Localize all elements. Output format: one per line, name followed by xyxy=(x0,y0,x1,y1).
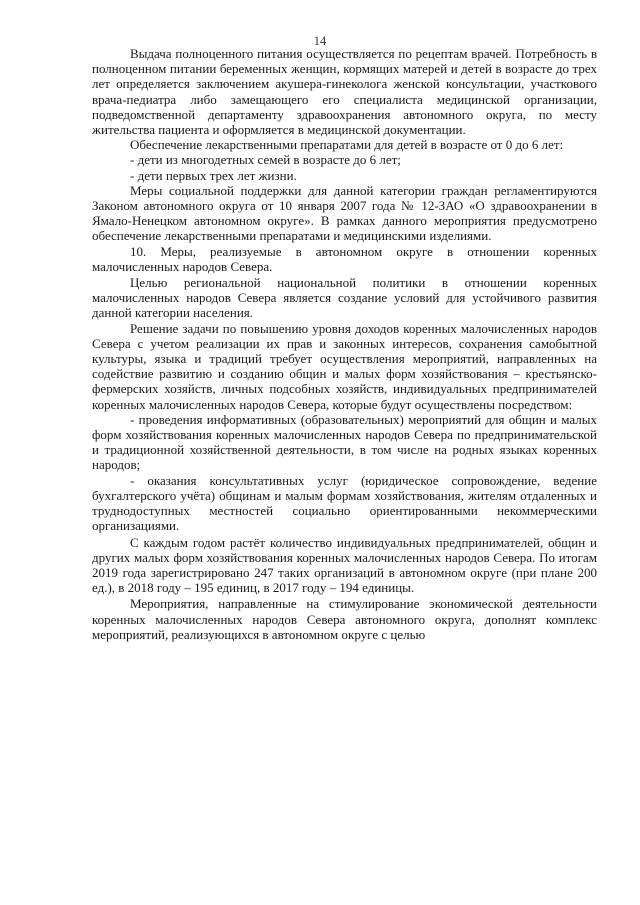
list-item-consulting-services: - оказания консультативных услуг (юридическое сопровождение, ведение бухгалтерского учёта) общинам и малым формам хозяйствования, жителям отдаленных и труднодоступных местностей социально ориентированными некоммерческими организациями. xyxy=(92,472,597,534)
paragraph-social-support: Меры социальной поддержки для данной категории граждан регламентируются Законом автономного округа от 10 января 2007 года № 12-ЗАО «О здравоохранении в Ямало-Ненецком автономном округе». В рамках данного мероприятия предусмотрено обеспечение лекарственными препаратами и медицинскими изделиями. xyxy=(92,182,597,244)
paragraph-policy-goal: Целью региональной национальной политики в отношении коренных малочисленных народов Севера является создание условий для устойчивого развития данной категории населения. xyxy=(92,275,597,321)
list-item-informative-events: - проведения информативных (образовательных) мероприятий для общин и малых форм хозяйствования коренных малочисленных народов Севера по предпринимательской и традиционной хозяйственной деятельности, в том числе на родных языках коренных народов; xyxy=(92,411,597,473)
list-item-large-families: - дети из многодетных семей в возрасте до 6 лет; xyxy=(130,152,401,168)
paragraph-medicines-intro: Обеспечение лекарственными препаратами для детей в возрасте от 0 до 6 лет: xyxy=(130,137,564,153)
list-item-first-three-years: - дети первых трех лет жизни. xyxy=(130,167,297,183)
section-heading-indigenous: 10. Меры, реализуемые в автономном округе в отношении коренных малочисленных народов Севера. xyxy=(92,243,597,274)
paragraph-statistics: С каждым годом растёт количество индивидуальных предпринимателей, общин и других малых форм хозяйствования коренных малочисленных народов Севера. По итогам 2019 года зарегистрировано 247 таких организаций в автономном округе (при плане 200 ед.), в 2018 году – 195 единиц, в 2017 году – 194 единицы. xyxy=(92,534,597,596)
paragraph-measures: Мероприятия, направленные на стимулирование экономической деятельности коренных малочисленных народов Севера автономного округа, дополнят комплекс мероприятий, реализующихся в автономном округе с целью xyxy=(92,596,597,642)
paragraph-nutrition: Выдача полноценного питания осуществляется по рецептам врачей. Потребность в полноценном питании беременных женщин, кормящих матерей и детей в возрасте до трех лет определяется заключением акушера-гинеколога женской консультации, участкового врача-педиатра либо замещающего его специалиста медицинской организации, подведомственной департаменту здравоохранения автономного округа, по месту жительства пациента и оформляется в медицинской документации. xyxy=(92,46,597,138)
paragraph-income-task: Решение задачи по повышению уровня доходов коренных малочисленных народов Севера с учетом реализации их прав и законных интересов, сохранения самобытной культуры, языка и традиций требует осуществления мероприятий, направленных на содействие развитию и созданию общин и малых форм хозяйствования – крестьянско-фермерских хозяйств, личных подсобных хозяйств, индивидуальных предпринимателей коренных малочисленных народов Севера, которые будут осуществлены посредством: xyxy=(92,320,597,412)
page-number: 14 xyxy=(313,34,327,48)
document-body xyxy=(92,46,597,642)
